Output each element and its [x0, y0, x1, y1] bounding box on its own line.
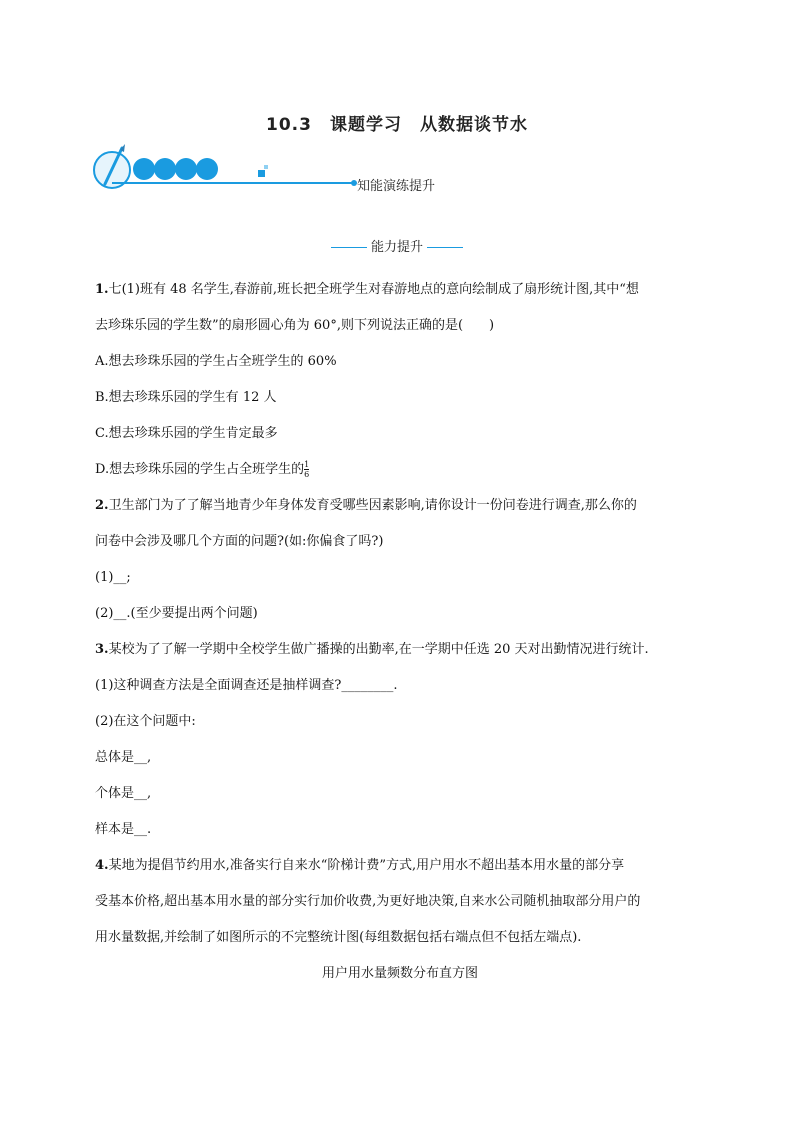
- questions: [95, 272, 705, 992]
- q1-stem-1: [95, 272, 705, 308]
- q1-option-a: A.想去珍珠乐园的学生占全班学生的 60%: [95, 354, 337, 369]
- q1-number: 1.: [95, 282, 109, 297]
- q4-number: 4.: [95, 858, 109, 873]
- section-title: 能力提升: [370, 240, 423, 255]
- page-title: 10.3 课题学习 从数据谈节水: [266, 115, 528, 135]
- q3-sub-2: (2)在这个问题中:: [95, 714, 196, 729]
- q3-population: 总体是__,: [95, 750, 152, 765]
- section-rule-left: [331, 247, 367, 248]
- q1-option-b: B.想去珍珠乐园的学生有 12 人: [95, 390, 277, 405]
- q1-option-d: [95, 452, 705, 488]
- q2-stem-line2: 问卷中会涉及哪几个方面的问题?(如:你偏食了吗?): [95, 534, 384, 549]
- q1-stem-line2: 去珍珠乐园的学生数”的扇形圆心角为 60°,则下列说法正确的是( ): [95, 318, 495, 333]
- q2-answer-2: (2)__.(至少要提出两个问题): [95, 606, 258, 621]
- q4-stem-1: [95, 848, 705, 884]
- banner-label: 知能演练提升: [357, 179, 436, 194]
- q3-sample: 样本是__.: [95, 822, 152, 837]
- section-heading: [0, 236, 794, 255]
- q1-option-c: C.想去珍珠乐园的学生肯定最多: [95, 426, 278, 441]
- fraction-denominator: 6: [304, 470, 310, 479]
- q4-stem-line2: 受基本价格,超出基本用水量的部分实行加价收费,为更好地决策,自来水公司随机抽取部分用户的: [95, 894, 641, 909]
- q3-sub-1: (1)这种调查方法是全面调查还是抽样调查?________.: [95, 678, 398, 693]
- q3-stem-text: 某校为了了解一学期中全校学生做广播操的出勤率,在一学期中任选 20 天对出勤情况进行统计.: [108, 642, 649, 657]
- figure-caption: 用户用水量频数分布直方图: [321, 966, 478, 981]
- q1-option-d-text: D.想去珍珠乐园的学生占全班学生的: [95, 462, 305, 477]
- q2-stem-line1: 卫生部门为了了解当地青少年身体发育受哪些因素影响,请你设计一份问卷进行调查,那么你的: [108, 498, 637, 513]
- q1-stem-line1: 七(1)班有 48 名学生,春游前,班长把全班学生对春游地点的意向绘制成了扇形统计图,其中“想: [108, 282, 639, 297]
- fraction-numerator: 1: [304, 460, 310, 469]
- q2-answer-1: (1)__;: [95, 570, 131, 585]
- q4-stem-line1: 某地为提倡节约用水,准备实行自来水“阶梯计费”方式,用户用水不超出基本用水量的部分享: [108, 858, 625, 873]
- q2-number: 2.: [95, 498, 109, 513]
- section-rule-right: [427, 247, 463, 248]
- q3-number: 3.: [95, 642, 109, 657]
- fraction: [304, 460, 309, 479]
- q4-stem-line3: 用水量数据,并绘制了如图所示的不完整统计图(每组数据包括右端点但不包括左端点).: [95, 930, 582, 945]
- q3-individual: 个体是__,: [95, 786, 152, 801]
- q3-stem: [95, 632, 705, 668]
- q2-stem-1: [95, 488, 705, 524]
